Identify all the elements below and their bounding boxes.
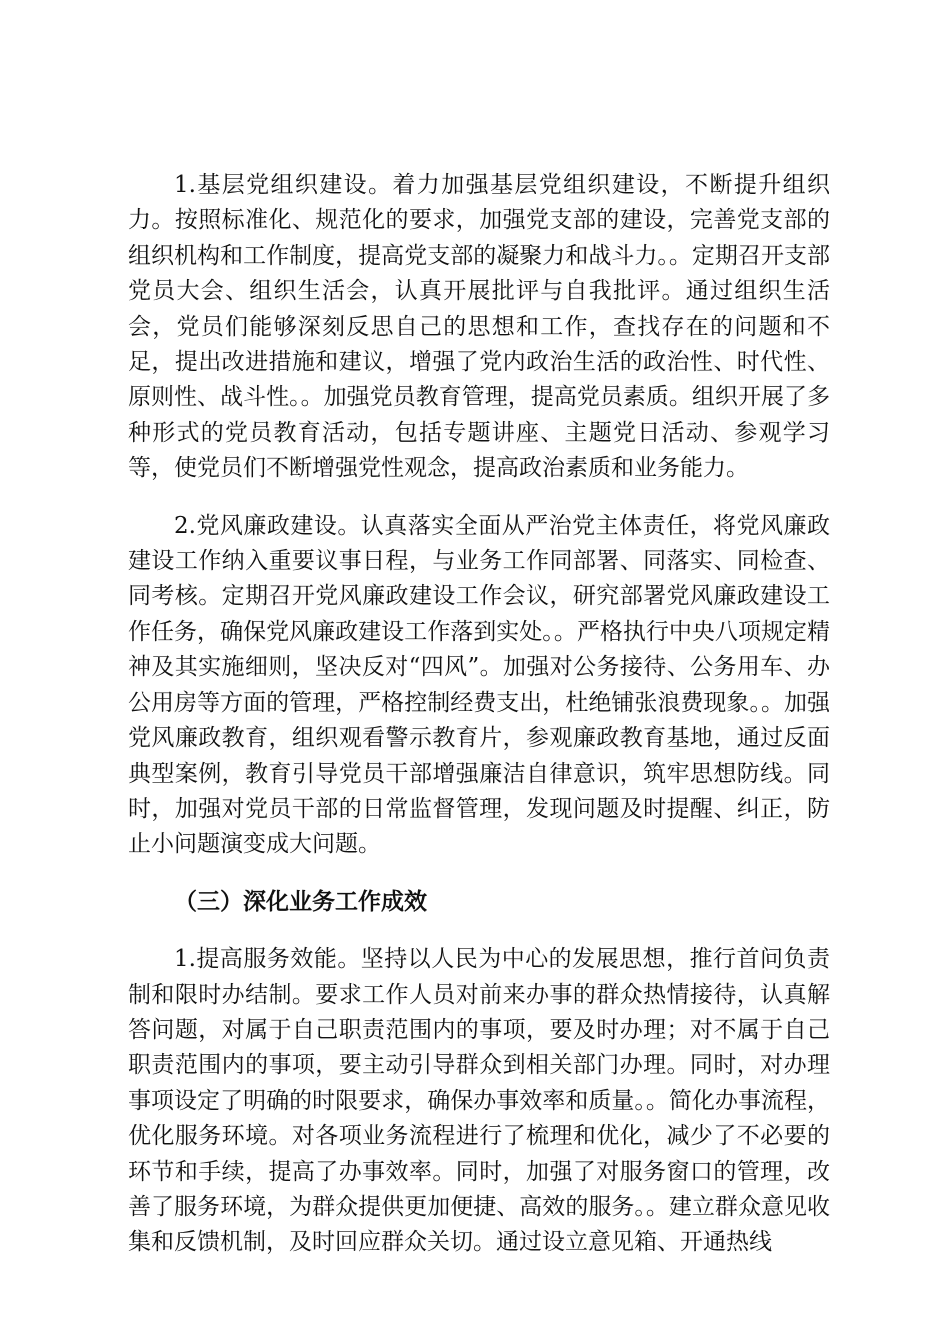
paragraph-service-efficiency: 1.提高服务效能。坚持以人民为中心的发展思想，推行首问负责制和限时办结制。要求工作人员对前来办事的群众热情接待，认真解答问题，对属于自己职责范围内的事项，要及时办理；对不属于自己职责范围内的事项，要主动引导群众到相关部门办理。同时，对办理事项设定了明确的时限要求，确保办事效率和质量。。简化办事流程，优化服务环境。对各项业务流程进行了梳理和优化，减少了不必要的环节和手续，提高了办事效率。同时，加强了对服务窗口的管理，改善了服务环境，为群众提供更加便捷、高效的服务。。建立群众意见收集和反馈机制，及时回应群众关切。通过设立意见箱、开通热线 [128,946,830,1256]
paragraph-integrity-building: 2.党风廉政建设。认真落实全面从严治党主体责任，将党风廉政建设工作纳入重要议事日程，与业务工作同部署、同落实、同检查、同考核。定期召开党风廉政建设工作会议，研究部署党风廉政建设工作任务，确保党风廉政建设工作落到实处。。严格执行中央八项规定精神及其实施细则，坚决反对“四风”。加强对公务接待、公务用车、办公用房等方面的管理，严格控制经费支出，杜绝铺张浪费现象。。加强党风廉政教育，组织观看警示教育片，参观廉政教育基地，通过反面典型案例，教育引导党员干部增强廉洁自律意识，筑牢思想防线。同时，加强对党员干部的日常监督管理，发现问题及时提醒、纠正，防止小问题演变成大问题。 [128,512,830,858]
paragraph-party-organization: 1.基层党组织建设。着力加强基层党组织建设，不断提升组织力。按照标准化、规范化的要求，加强党支部的建设，完善党支部的组织机构和工作制度，提高党支部的凝聚力和战斗力。。定期召开支部党员大会、组织生活会，认真开展批评与自我批评。通过组织生活会，党员们能够深刻反思自己的思想和工作，查找存在的问题和不足，提出改进措施和建议，增强了党内政治生活的政治性、时代性、原则性、战斗性。。加强党员教育管理，提高党员素质。组织开展了多种形式的党员教育活动，包括专题讲座、主题党日活动、参观学习等，使党员们不断增强党性观念，提高政治素质和业务能力。 [128,172,830,482]
document-body [128,168,830,1283]
section-heading: （三）深化业务工作成效 [174,888,427,915]
